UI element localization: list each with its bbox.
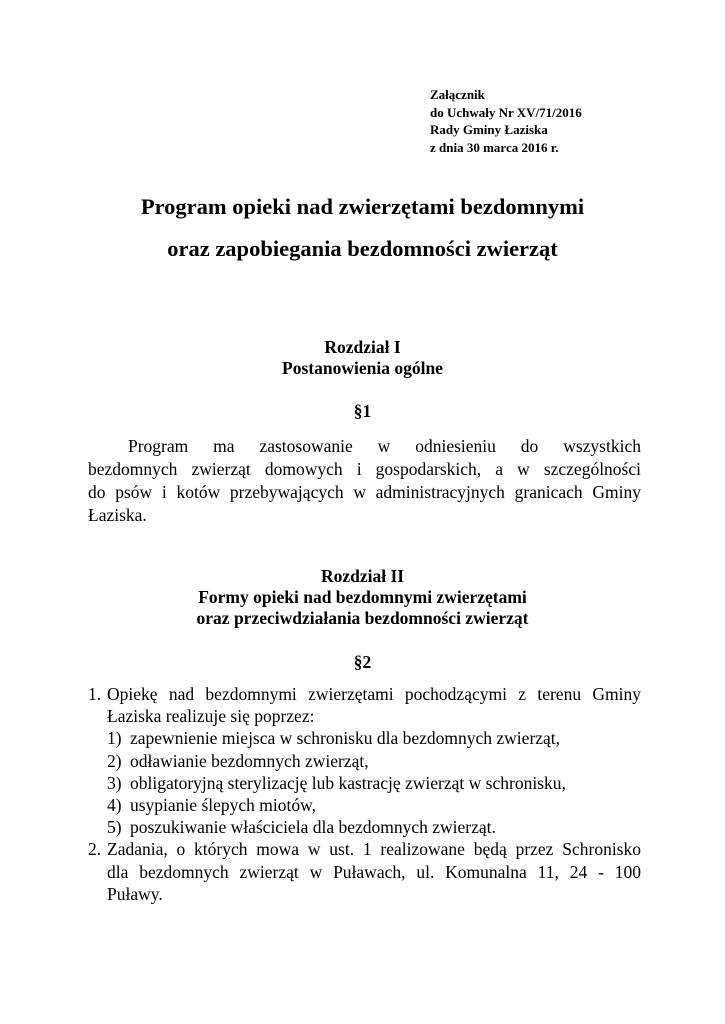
sub-item-text: usypianie ślepych miotów, (130, 795, 316, 816)
sub-item (88, 727, 641, 749)
section1-mark: §1 (353, 401, 372, 421)
section1-paragraph (88, 435, 641, 527)
list-item-text-line: dla bezdomnych zwierząt w Puławach, ul. Komunalna 11, 24 - 100 (107, 861, 641, 882)
list-item (88, 838, 641, 905)
attachment-label: Załącznik (430, 87, 485, 102)
attachment-header (430, 86, 582, 156)
resolution-number: do Uchwały Nr XV/71/2016 (430, 104, 582, 120)
chapter2-subtitle-line1: Formy opieki nad bezdomnymi zwierzętami (198, 587, 527, 607)
document-title-line2: oraz zapobiegania bezdomności zwierząt (167, 236, 558, 261)
council-name: Rady Gminy Łaziska (430, 122, 548, 137)
paragraph-line: do psów i kotów przebywających w administracyjnych granicach Gminy (88, 482, 641, 502)
sub-item (88, 772, 641, 794)
sub-item-text: obligatoryjną sterylizację lub kastrację zwierząt w schronisku, (130, 772, 566, 793)
sub-item-number: 5) (107, 817, 122, 838)
resolution-date: z dnia 30 marca 2016 r. (430, 139, 559, 155)
sub-item (88, 816, 641, 838)
chapter1-heading: Rozdział I (324, 337, 401, 357)
sub-item-number: 2) (107, 750, 122, 771)
paragraph-line: bezdomnych zwierząt domowych i gospodarskich, a w szczególności (88, 459, 641, 479)
sub-item-number: 4) (107, 795, 122, 816)
sub-item-number: 3) (107, 772, 122, 793)
chapter1-subtitle: Postanowienia ogólne (282, 358, 443, 378)
sub-item-text: zapewnienie miejsca w schronisku dla bezdomnych zwierząt, (130, 728, 561, 749)
paragraph-line: Łaziska. (88, 505, 147, 525)
sub-item-text: poszukiwanie właściciela dla bezdomnych zwierząt. (130, 817, 496, 838)
list-item-number: 1. (88, 684, 102, 704)
sub-item (88, 794, 641, 816)
sub-item (88, 750, 641, 772)
list-item-number: 2. (88, 839, 102, 860)
chapter2-subtitle-line2: oraz przeciwdziałania bezdomności zwierząt (196, 608, 529, 628)
section2-mark: §2 (353, 652, 372, 672)
sub-item-number: 1) (107, 728, 122, 749)
sub-item-text: odławianie bezdomnych zwierząt, (130, 750, 369, 771)
list-item-text-line: Łaziska realizuje się poprzez: (107, 706, 315, 727)
paragraph-line: Program ma zastosowanie w odniesieniu do wszystkich (128, 436, 641, 456)
list-item-text-line: Zadania, o których mowa w ust. 1 realizowane będą przez Schronisko (107, 839, 641, 860)
document-title-line1: Program opieki nad zwierzętami bezdomnymi (140, 194, 585, 219)
chapter2-heading: Rozdział II (320, 566, 405, 586)
list-item (88, 683, 641, 727)
list-item-text-line: Opiekę nad bezdomnymi zwierzętami pochodzącymi z terenu Gminy (107, 684, 641, 704)
section2-list (88, 683, 641, 905)
list-item-text-line: Puławy. (107, 883, 163, 904)
